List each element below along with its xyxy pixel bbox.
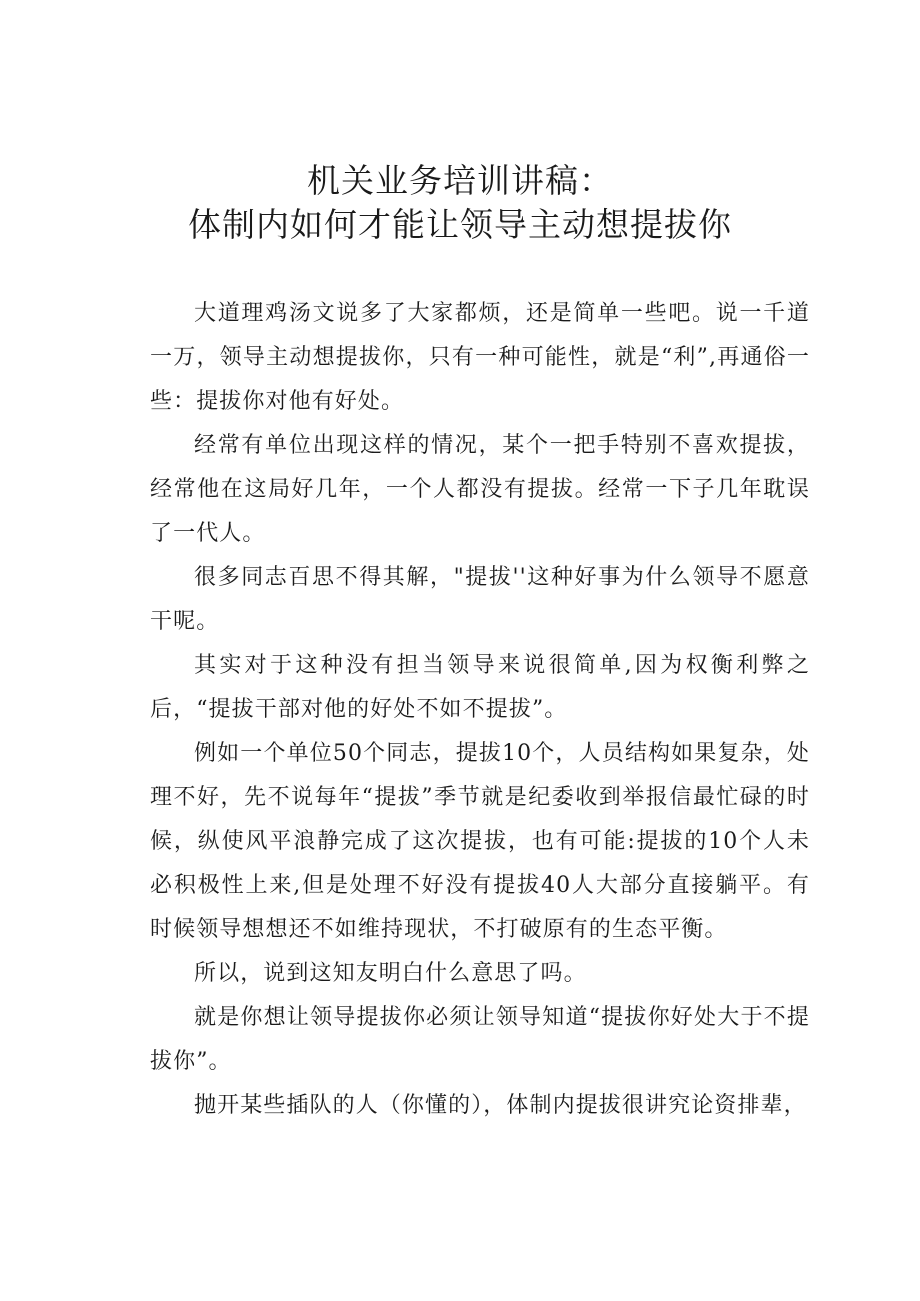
document-title-line-2: 体制内如何才能让领导主动想提拔你: [188, 205, 732, 244]
paragraph: 所以，说到这知友明白什么意思了吗。: [194, 961, 587, 986]
paragraph: 抛开某些插队的人（你懂的），体制内提拔很讲究论资排辈，: [194, 1093, 807, 1118]
document-title-line-1: 机关业务培训讲稿：: [307, 161, 613, 200]
document-body: [150, 292, 810, 1128]
paragraph: 其实对于这种没有担当领导来说很简单,因为权衡利弊之后，“提拔干部对他的好处不如不提拔”。: [150, 653, 810, 722]
paragraph: 很多同志百思不得其解，"提拔''这种好事为什么领导不愿意干呢。: [150, 565, 810, 634]
paragraph: 经常有单位出现这样的情况，某个一把手特别不喜欢提拔，经常他在这局好几年，一个人都没有提拔。经常一下子几年耽误了一代人。: [150, 433, 810, 546]
paragraph: 大道理鸡汤文说多了大家都烦，还是简单一些吧。说一千道一万，领导主动想提拔你，只有一种可能性，就是“利”,再通俗一些：提拔你对他有好处。: [150, 301, 810, 414]
paragraph: 例如一个单位50个同志，提拔10个，人员结构如果复杂，处理不好，先不说每年“提拔”季节就是纪委收到举报信最忙碌的时候，纵使风平浪静完成了这次提拔，也有可能:提拔的10个人未必积极性上来,但是处理不好没有提拔40人大部分直接躺平。有时候领导想想还不如维持现状，不打破原有的生态平衡。: [150, 741, 810, 942]
paragraph: 就是你想让领导提拔你必须让领导知道“提拔你好处大于不提拔你”。: [150, 1005, 810, 1074]
